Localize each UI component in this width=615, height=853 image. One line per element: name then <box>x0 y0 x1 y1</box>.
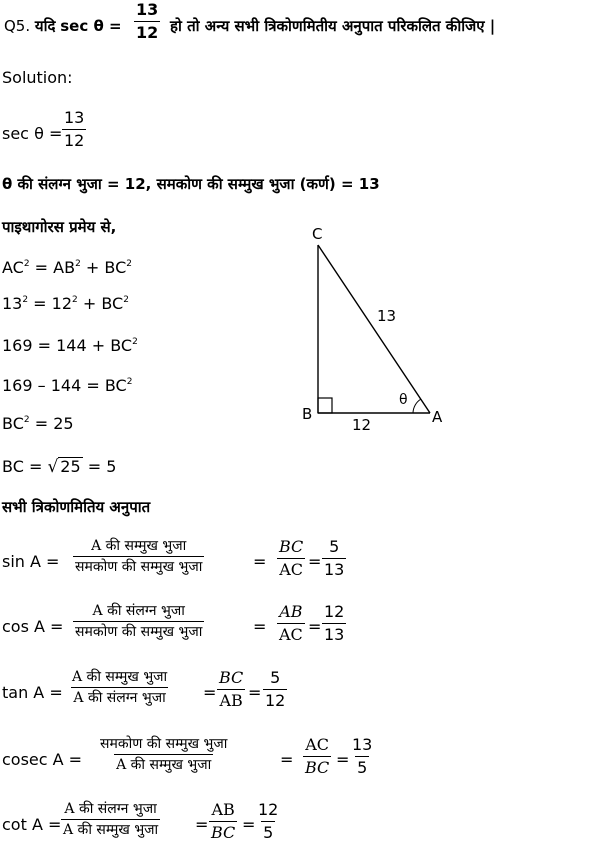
tan-sym-fraction: $\frac{BC}{AB}$ <box>219 668 244 710</box>
cosec-sym-fraction: $\frac{AC}{BC}$ <box>305 735 330 777</box>
sides-line: θ की संलग्न भुजा = 12, समकोण की सम्मुख भुजा (कर्ण) = 13 <box>2 175 380 193</box>
cosec-label: cosec A = <box>2 750 83 769</box>
cos-label: cos A = <box>2 617 64 636</box>
step-1: $AC^2 = AB^2 + BC^2$ <box>2 258 132 277</box>
base-label: 12 <box>352 416 372 434</box>
cos-value-fraction: $\frac{12}{13}$ <box>324 602 345 644</box>
tan-eq2: = <box>248 683 262 702</box>
question-frac-num: 13 <box>136 0 159 19</box>
triangle-diagram <box>295 220 455 435</box>
tan-value-fraction: $\frac{5}{12}$ <box>265 668 286 710</box>
cot-label: cot A = <box>2 815 62 834</box>
question-frac-den: 12 <box>136 23 159 42</box>
ratios-heading: सभी त्रिकोणमितिय अनुपात <box>2 498 151 516</box>
given-frac-den: 12 <box>64 131 85 150</box>
cosec-value-fraction: $\frac{13}{5}$ <box>352 735 373 777</box>
angle-label: θ <box>399 392 408 408</box>
cot-word-fraction: A की संलग्न भुजा A की सम्मुख भुजा <box>63 801 159 838</box>
given-label: sec θ = <box>2 124 63 143</box>
radicand: 25 <box>60 457 81 476</box>
sin-sym-fraction: $\frac{BC}{AC}$ <box>279 537 304 579</box>
sin-value-fraction: $\frac{5}{13}$ <box>324 537 345 579</box>
sin-eq: = <box>253 552 267 571</box>
question-number: Q5. <box>4 17 31 35</box>
cot-eq: = <box>195 815 209 834</box>
sin-eq2: = <box>308 552 322 571</box>
question-fraction <box>134 2 160 41</box>
step-4: $169 - 144 = BC^2$ <box>2 376 133 395</box>
step-3: $169 = 144 + BC^2$ <box>2 336 138 355</box>
hyp-label: 13 <box>377 307 397 325</box>
cot-eq2: = <box>242 815 256 834</box>
step-6: BC = √ 25 = 5 <box>2 457 117 477</box>
vertex-a: A <box>432 408 443 426</box>
tan-eq: = <box>203 683 217 702</box>
cot-value-fraction: $\frac{12}{5}$ <box>258 800 279 842</box>
pythagoras-heading: पाइथागोरस प्रमेय से, <box>2 218 117 236</box>
cosec-eq2: = <box>336 750 350 769</box>
cos-eq: = <box>253 617 267 636</box>
cot-sym-fraction: $\frac{AB}{BC}$ <box>211 800 236 842</box>
cos-eq2: = <box>308 617 322 636</box>
solution-heading: Solution: <box>2 68 73 87</box>
sin-label: sin A = <box>2 552 60 571</box>
question-if: यदि <box>34 17 56 35</box>
step-2: $13^2 = 12^2 + BC^2$ <box>2 294 129 313</box>
tan-label: tan A = <box>2 683 63 702</box>
given-frac-num: 13 <box>64 108 85 127</box>
question-sec-label: sec θ = <box>60 17 122 35</box>
right-angle-mark <box>318 398 332 413</box>
question-line <box>4 19 122 34</box>
vertex-c: C <box>312 225 323 243</box>
cosec-word-fraction: समकोण की सम्मुख भुजा A की सम्मुख भुजा <box>100 736 228 773</box>
cos-sym-fraction: $\frac{AB}{AC}$ <box>279 602 303 644</box>
angle-arc <box>413 399 421 413</box>
cos-word-fraction: A की संलग्न भुजा समकोण की सम्मुख भुजा <box>75 603 203 640</box>
side-ac <box>318 245 430 413</box>
cosec-eq: = <box>280 750 294 769</box>
vertex-b: B <box>302 405 313 423</box>
given-fraction <box>62 110 86 149</box>
tan-word-fraction: A की सम्मुख भुजा A की संलग्न भुजा <box>72 669 168 706</box>
sin-word-fraction: A की सम्मुख भुजा समकोण की सम्मुख भुजा <box>75 538 203 575</box>
question-suffix: हो तो अन्य सभी त्रिकोणमितीय अनुपात परिकलित कीजिए | <box>170 17 496 35</box>
step-5: $BC^2 = 25$ <box>2 414 74 433</box>
